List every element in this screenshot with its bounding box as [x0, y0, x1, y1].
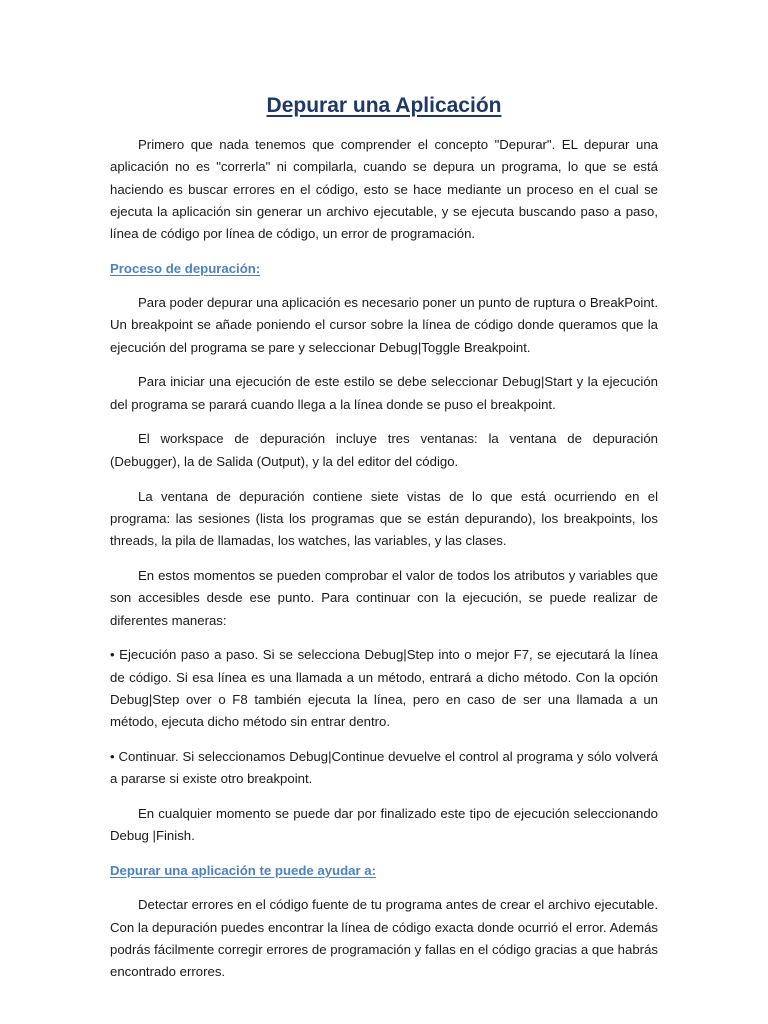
paragraph-start: Para iniciar una ejecución de este estilo se debe seleccionar Debug|Start y la ejecución del programa se parará cuando llega a la línea donde se puso el breakpoint.	[110, 374, 658, 412]
page-title: Depurar una Aplicación	[266, 94, 502, 117]
bullet-item-continuar: • Continuar. Si seleccionamos Debug|Continue devuelve el control al programa y sólo volverá a pararse si existe otro breakpoint.	[110, 749, 658, 787]
paragraph-breakpoint: Para poder depurar una aplicación es necesario poner un punto de ruptura o BreakPoint. Un breakpoint se añade poniendo el cursor sobre la línea de código donde queramos que la ejecución del programa se pare y seleccionar Debug|Toggle Breakpoint.	[110, 294, 658, 355]
paragraph-finalizar: En cualquier momento se puede dar por finalizado este tipo de ejecución seleccionando Debug |Finish.	[110, 806, 658, 844]
section-heading-ayudar: Depurar una aplicación te puede ayudar a:	[110, 863, 377, 879]
paragraph-ventana: La ventana de depuración contiene siete vistas de lo que está ocurriendo en el programa: las sesiones (lista los programas que se están depurando), los breakpoints, los threads, la pila de llamadas, los watches, las variables, y las clases.	[110, 488, 658, 549]
paragraph-momentos: En estos momentos se pueden comprobar el valor de todos los atributos y variables que son accesibles desde ese punto. Para continuar con la ejecución, se puede realizar de diferentes maneras:	[110, 567, 658, 628]
intro-paragraph: Primero que nada tenemos que comprender el concepto "Depurar". EL depurar una aplicación no es "correrla" ni compilarla, cuando se depura un programa, lo que se está haciendo es buscar errores en el código, esto se hace mediante un proceso en el cual se ejecuta la aplicación sin generar un archivo ejecutable, y se ejecuta buscando paso a paso, línea de código por línea de código, un error de programación.	[110, 137, 658, 242]
paragraph-detectar: Detectar errores en el código fuente de tu programa antes de crear el archivo ejecutable. Con la depuración puedes encontrar la línea de código exacta donde ocurrió el error. Además podrás fácilmente corregir errores de programación y fallas en el código gracias a que habrás encontrado errores.	[110, 897, 658, 980]
paragraph-workspace: El workspace de depuración incluye tres ventanas: la ventana de depuración (Debugger), la de Salida (Output), y la del editor del código.	[110, 431, 658, 469]
bullet-item-paso-a-paso: • Ejecución paso a paso. Si se selecciona Debug|Step into o mejor F7, se ejecutará la línea de código. Si esa línea es una llamada a un método, entrará a dicho método. Con la opción Debug|Step over o F8 también ejecuta la línea, pero en caso de ser una llamada a un método, ejecuta dicho método sin entrar dentro.	[110, 647, 658, 730]
document-page	[110, 92, 658, 983]
section-heading-proceso: Proceso de depuración:	[110, 260, 261, 276]
